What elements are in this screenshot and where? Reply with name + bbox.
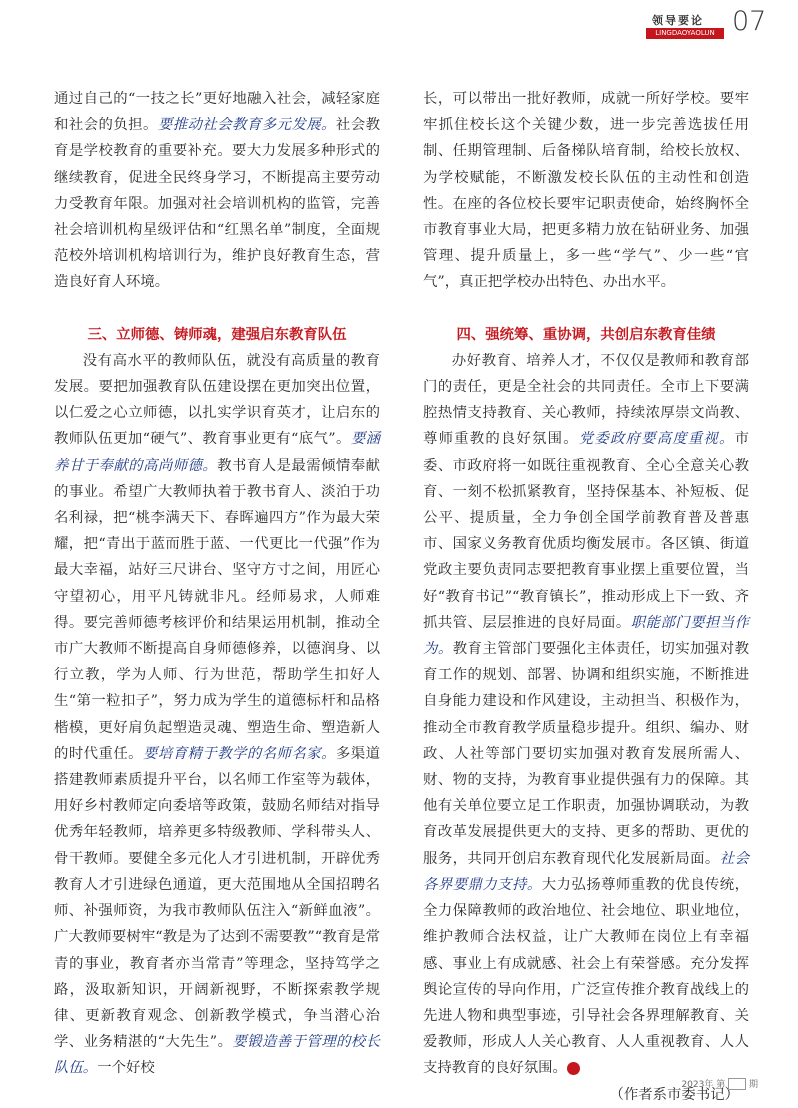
paragraph bbox=[423, 348, 749, 1082]
section-name: 领导要论 bbox=[652, 14, 704, 27]
body-text: 社会教育是学校教育的重要补充。要大力发展多种形式的继续教育，促进全民终身学习，不断提高主要劳动力受教育年限。加强对社会培训机构的监管，完善社会培训机构星级评估和“红黑名单”制度，全面规范校外培训机构培训行为，维护良好教育生态，营造良好育人环境。 bbox=[54, 117, 380, 291]
paragraph bbox=[54, 86, 380, 296]
emphasis-text: 社会各界要鼎力支持。 bbox=[423, 850, 749, 893]
emphasis-text: 要锻造善于管理的校长队伍。 bbox=[54, 1034, 380, 1077]
body-text: 市委、市政府将一如既往重视教育、全心全意关心教育、一刻不松抓紧教育，坚持保基本、补短板、促公平、提质量，全力争创全国学前教育普及普惠市、国家义务教育优质均衡发展市。各区镇、街道党政主要负责同志要把教育事业摆上重要位置，当好“教育书记”“教育镇长”，推动形成上下一致、齐抓共管、层层推进的良好局面。 bbox=[423, 431, 749, 631]
body-text: 教书育人是最需倾情奉献的事业。希望广大教师执着于教书育人、淡泊于功名利禄，把“桃李满天下、春晖遍四方”作为最大荣耀，把“青出于蓝而胜于蓝、一代更比一代强”作为最大幸福，站好三尺讲台、坚守方寸之间，用匠心守望初心，用平凡铸就非凡。经师易求，人师难得。要完善师德考核评价和结果运用机制，推动全市广大教师不断提高自身师德修养，以德润身、以行立教，学为人师、行为世范，帮助学生扣好人生“第一粒扣子”，努力成为学生的道德标杆和品格楷模，更好肩负起塑造灵魂、塑造生命、塑造新人的时代重任。 bbox=[54, 457, 380, 762]
issue-number-box bbox=[728, 1078, 746, 1090]
body-text: 教育主管部门要强化主体责任，切实加强对教育工作的规划、部署、协调和组织实施，不断推进自身能力建设和作风建设，主动担当、积极作为，推动全市教育教学质量稳步提升。组织、编办、财政、人社等部门要切实加强对教育发展所需人、财、物的支持，为教育事业提供强有力的保障。其他有关单位要立足工作职责，加强协调联动，为教育改革发展提供更大的支持、更多的帮助、更优的服务，共同开创启东教育现代化发展新局面。 bbox=[423, 641, 749, 867]
body-text: 一个好校 bbox=[97, 1060, 155, 1077]
emphasis-text: 职能部门要担当作为。 bbox=[423, 614, 749, 658]
page-header bbox=[616, 8, 786, 48]
right-column bbox=[423, 86, 749, 1108]
page-footer bbox=[681, 1077, 758, 1091]
body-text: 通过自己的“一技之长”更好地融入社会，减轻家庭和社会的负担。 bbox=[54, 91, 380, 134]
footer-di: 第 bbox=[716, 1079, 726, 1090]
section-heading-4: 四、强统筹、重协调，共创启东教育佳绩 bbox=[456, 325, 716, 343]
emphasis-text: 要涵养甘于奉献的高尚师德。 bbox=[54, 431, 380, 474]
emphasis-text: 要推动社会教育多元发展。 bbox=[157, 117, 336, 134]
paragraph bbox=[54, 348, 380, 1082]
left-column bbox=[54, 86, 380, 1082]
end-mark-icon: 志 bbox=[567, 1062, 580, 1075]
emphasis-text: 党委政府要高度重视。 bbox=[578, 431, 735, 448]
paragraph bbox=[423, 86, 749, 296]
body-text: 长，可以带出一批好教师，成就一所好学校。要牢牢抓住校长这个关键少数，进一步完善选拔任用制、任期管理制、后备梯队培育制，给校长放权、为学校赋能，不断激发校长队伍的主动性和创造性。在座的各位校长要牢记职责使命，始终胸怀全市教育事业大局，把更多精力放在钻研业务、加强管理、提升质量上，多一些“学气”、少一些“官气”，真正把学校办出特色、办出水平。 bbox=[423, 91, 749, 291]
page-number: 07 bbox=[732, 6, 767, 37]
footer-qi: 期 bbox=[748, 1079, 758, 1090]
footer-year: 2023年 bbox=[681, 1079, 714, 1090]
body-text: 大力弘扬尊师重教的优良传统，全力保障教师的政治地位、社会地位、职业地位，维护教师合法权益，让广大教师在岗位上有幸福感、事业上有成就感、社会上有荣誉感。充分发挥舆论宣传的导向作用，广泛宣传推介教育战线上的先进人物和典型事迹，引导社会各界理解教育、关爱教师，形成人人关心教育、人人重视教育、人人支持教育的良好氛围。 bbox=[423, 876, 749, 1077]
body-text: 办好教育、培养人才，不仅仅是教师和教育部门的责任，更是全社会的共同责任。全市上下要满腔热情支持教育、关心教师，持续浓厚崇文尚教、尊师重教的良好氛围。 bbox=[423, 352, 749, 448]
author-note: （作者系市委书记） bbox=[609, 1086, 739, 1103]
body-text: 多渠道搭建教师素质提升平台，以名师工作室等为载体，用好乡村教师定向委培等政策，鼓励名师结对指导优秀年轻教师，培养更多特级教师、学科带头人、骨干教师。要健全多元化人才引进机制，开辟优秀教育人才引进绿色通道，更大范围地从全国招聘名师、补强师资，为我市教师队伍注入“新鲜血液”。广大教师要树牢“教是为了达到不需要教”“教育是常青的事业，教育者亦当常青”等理念，坚持笃学之路，汲取新知识，开阔新视野，不断探索教学规律、更新教育观念、创新教学模式，争当潜心治学、业务精湛的“大先生”。 bbox=[54, 745, 380, 1051]
section-heading-3: 三、立师德、铸师魂，建强启东教育队伍 bbox=[87, 325, 347, 343]
emphasis-text: 要培育精于教学的名师名家。 bbox=[143, 745, 336, 762]
section-pinyin: LINGDAOYAOLUN bbox=[655, 29, 715, 37]
body-text: 没有高水平的教师队伍，就没有高质量的教育发展。要把加强教育队伍建设摆在更加突出位置，以仁爱之心立师德，以扎实学识育英才，让启东的教师队伍更加“硬气”、教育事业更有“底气”。 bbox=[54, 352, 380, 448]
